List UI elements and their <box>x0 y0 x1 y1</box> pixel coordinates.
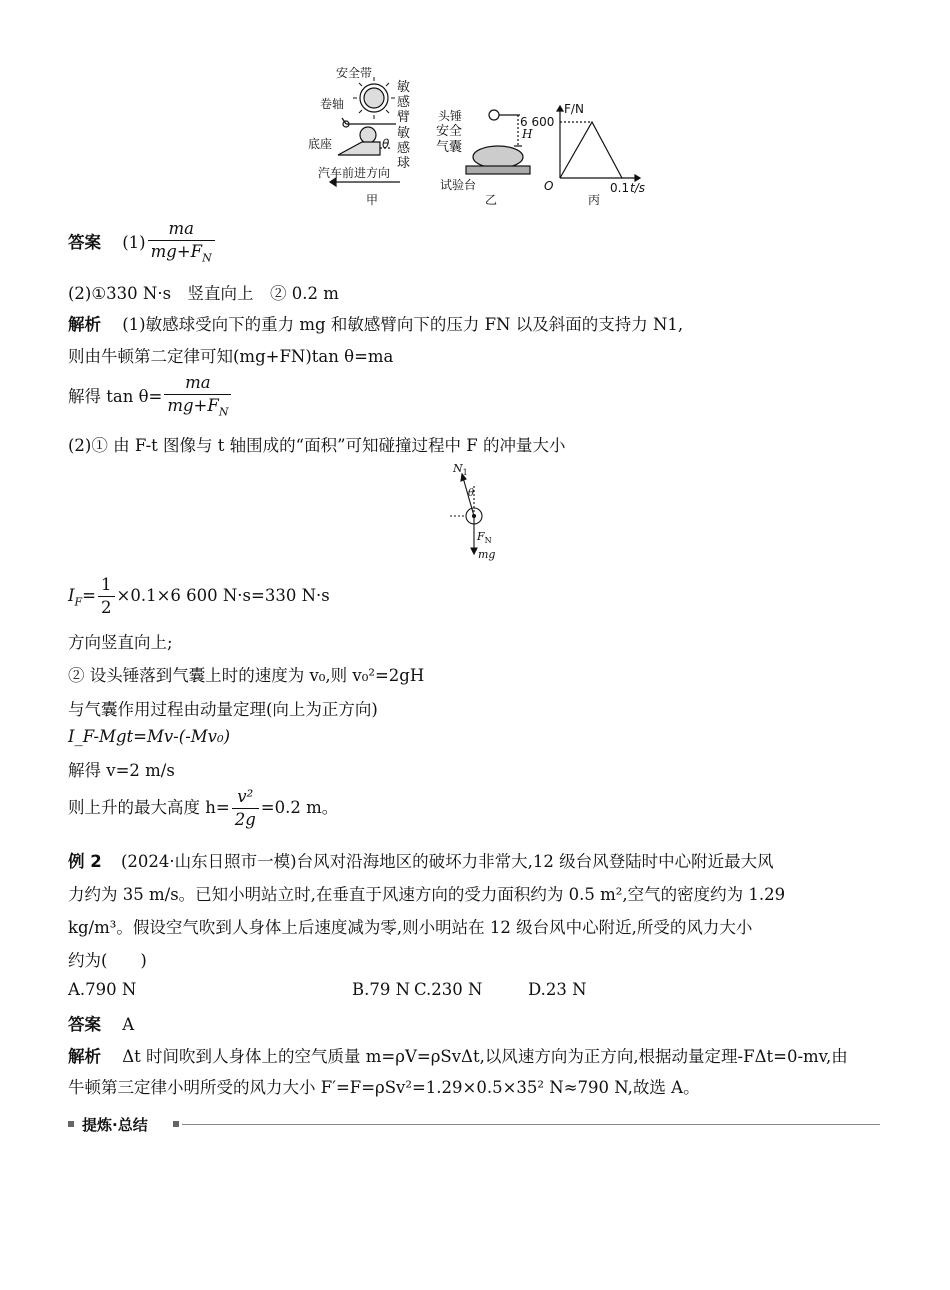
answer1-frac-den-sub: N <box>202 251 212 265</box>
analysis1-h-row <box>68 786 338 831</box>
force-diagram <box>440 460 520 564</box>
impulse-eq: = <box>82 586 96 605</box>
answer1-fraction <box>148 218 215 269</box>
jia-label-ball: 敏感球 <box>397 126 411 171</box>
analysis1-momentum: 与气囊作用过程由动量定理(向上为正方向) <box>68 700 378 719</box>
impulse-sub: F <box>74 595 83 609</box>
bing-label-y-axis: F/N <box>564 102 584 116</box>
jia-label-theta: θ <box>382 137 390 151</box>
analysis1-eq: I_F-Mgt=Mv-(-Mv₀) <box>68 727 231 746</box>
impulse-rest: ×0.1×6 600 N·s=330 N·s <box>116 586 330 605</box>
answer2-row <box>68 1011 134 1035</box>
force-label-n1-sub: 1 <box>462 468 468 477</box>
section-divider <box>182 1124 880 1125</box>
impulse-frac-den: 2 <box>101 598 112 617</box>
answer1-frac-num: ma <box>148 218 215 241</box>
analysis2-line1: Δt 时间吹到人身体上的空气质量 m=ρV=ρSvΔt,以风速方向为正方向,根据动量定理-FΔt=0-mv,由 <box>122 1047 848 1066</box>
answer1-part1-prefix: (1) <box>122 233 146 253</box>
analysis1-line1-row <box>68 311 683 335</box>
analysis2-line1-row <box>68 1043 848 1067</box>
bing-label-x-value: 0.1 <box>610 181 630 195</box>
analysis1-h-suffix: =0.2 m。 <box>260 798 339 817</box>
analysis1-v0: ② 设头锤落到气囊上时的速度为 v₀,则 v₀²=2gH <box>68 666 425 685</box>
force-label-theta: θ <box>468 488 475 499</box>
analysis1-impulse-row <box>68 574 330 619</box>
yi-label-platform: 试验台 <box>440 178 477 192</box>
section-marker-right <box>173 1121 179 1127</box>
analysis1-frac-den-sub: N <box>218 405 229 419</box>
answer1-frac-den: mg+F <box>150 242 203 261</box>
analysis1-line1: (1)敏感球受向下的重力 mg 和敏感臂向下的压力 FN 以及斜面的支持力 N1, <box>122 315 684 334</box>
bing-label-x-axis: t/s <box>630 181 645 195</box>
example2-line3: kg/m³。假设空气吹到人身体上后速度减为零,则小明站在 12 级台风中心附近,所受的风力大小 <box>68 918 753 937</box>
jia-label-arm: 敏感臂 <box>397 80 411 125</box>
svg-text:FN <box>476 530 492 545</box>
analysis1-h-prefix: 则上升的最大高度 h= <box>68 798 230 817</box>
example2-option-a[interactable]: A.790 N <box>68 980 137 999</box>
analysis1-frac-num: ma <box>164 372 231 395</box>
yi-label-airbag: 安全气囊 <box>436 124 463 155</box>
answer2-label: 答案 <box>68 1015 101 1034</box>
analysis1-line4: (2)① 由 F-t 图像与 t 轴围成的“面积”可知碰撞过程中 F 的冲量大小 <box>68 436 566 455</box>
jia-label-base: 底座 <box>308 137 333 151</box>
force-label-n1: N <box>453 462 463 475</box>
analysis1-direction: 方向竖直向上; <box>68 633 173 652</box>
example2-line4: 约为( ) <box>68 951 147 970</box>
analysis1-line3-prefix: 解得 tan θ= <box>68 387 163 407</box>
answer1-row <box>68 218 217 269</box>
example2-line1-row <box>68 848 774 872</box>
bing-label-origin: O <box>544 179 554 193</box>
analysis1-frac-den-wrap <box>164 395 231 423</box>
example2-option-d[interactable]: D.23 N <box>528 980 587 999</box>
impulse-fraction <box>98 574 115 619</box>
analysis2-line2: 牛顿第三定律小明所受的风力大小 F′=F=ρSv²=1.29×0.5×35² N≈790 N,故选 A。 <box>68 1078 700 1097</box>
impulse-frac-num: 1 <box>98 574 115 597</box>
yi-label-height: H <box>522 127 533 141</box>
analysis1-label: 解析 <box>68 315 101 334</box>
impulse-prefix: I <box>68 586 75 605</box>
jia-label-reel: 卷轴 <box>320 97 345 111</box>
answer1-label: 答案 <box>68 233 101 253</box>
jia-label-direction: 汽车前进方向 <box>318 166 391 180</box>
force-label-mg: mg <box>478 548 496 561</box>
answer1-part2: (2)①330 N·s 竖直向上 ② 0.2 m <box>68 284 339 303</box>
example2-line2: 力约为 35 m/s。已知小明站立时,在垂直于风速方向的受力面积约为 0.5 m²,空气的密度约为 1.29 <box>68 885 786 904</box>
bing-label-y-value: 6 600 <box>520 115 555 129</box>
analysis1-fraction <box>164 372 231 423</box>
jia-caption: 甲 <box>366 193 379 207</box>
figure-bing <box>520 100 650 210</box>
example2-option-c[interactable]: C.230 N <box>414 980 483 999</box>
analysis1-frac-den: mg+F <box>167 396 219 415</box>
yi-caption: 乙 <box>485 193 498 207</box>
jia-label-belt: 安全带 <box>336 66 373 80</box>
bing-caption: 丙 <box>588 193 601 207</box>
analysis1-line3-row <box>68 372 233 423</box>
example2-option-b[interactable]: B.79 N <box>352 980 411 999</box>
force-label-fn: F <box>477 530 485 543</box>
svg-text:N1 <box>452 462 468 477</box>
example2-line1: (2024·山东日照市一模)台风对沿海地区的破坏力非常大,12 级台风登陆时中心附近最大风 <box>120 852 774 871</box>
force-label-fn-sub: N <box>484 536 492 545</box>
analysis1-h-fraction <box>232 786 259 831</box>
analysis2-label: 解析 <box>68 1047 101 1066</box>
analysis1-h-num: v² <box>232 786 259 809</box>
answer1-frac-den-wrap <box>148 241 215 269</box>
example2-label: 例 2 <box>68 852 102 871</box>
yi-label-hammer: 头锤 <box>438 109 463 123</box>
analysis1-h-den: 2g <box>234 810 256 829</box>
answer2-value: A <box>122 1015 135 1034</box>
section-title: 提炼·总结 <box>82 1116 148 1134</box>
analysis1-v: 解得 v=2 m/s <box>68 761 175 780</box>
section-marker-left <box>68 1121 74 1127</box>
analysis1-line2: 则由牛顿第二定律可知(mg+FN)tan θ=ma <box>68 347 394 366</box>
